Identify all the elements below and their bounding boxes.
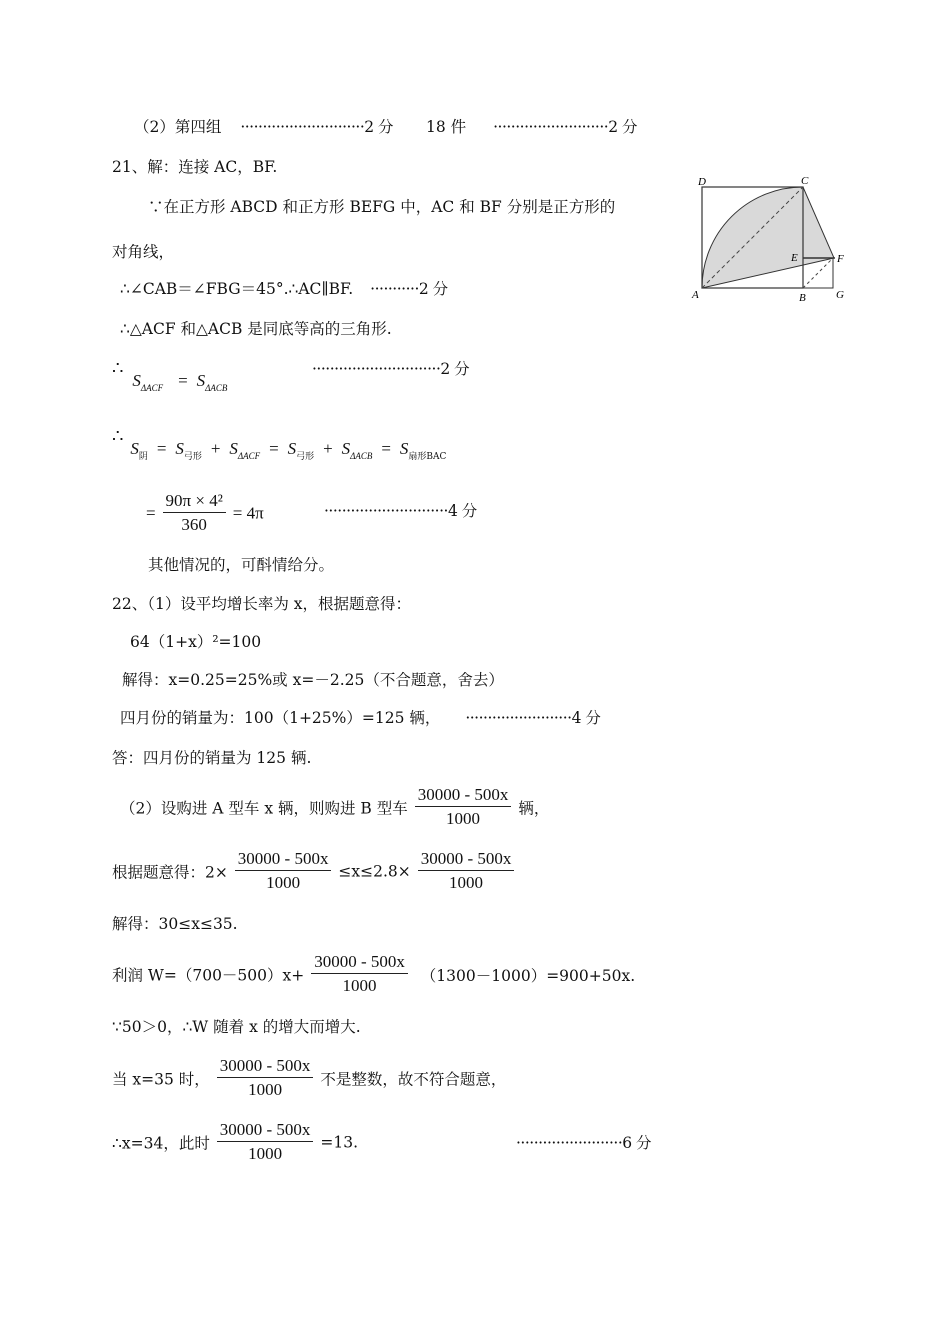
fraction-denominator: 360 xyxy=(181,515,207,534)
plus-sign: + xyxy=(323,439,333,458)
sub-acf: ΔACF xyxy=(237,451,261,461)
fraction-denominator: 1000 xyxy=(248,1144,283,1163)
q21-dots-4: ···········2 分 xyxy=(370,280,448,298)
q22-dots-april: ························4 分 xyxy=(465,709,601,727)
label-d: D xyxy=(698,176,706,188)
equals-sign: = xyxy=(178,371,188,390)
q20-part2-line xyxy=(134,117,637,137)
q21-line2: ∵在正方形 ABCD 和正方形 BEFG 中，AC 和 BF 分别是正方形的 xyxy=(148,198,616,216)
label-g: G xyxy=(836,289,844,301)
q22-dots-final: ························6 分 xyxy=(516,1134,652,1152)
q21-dots-eq1: ·····························2 分 xyxy=(312,360,470,378)
q21-line4 xyxy=(120,279,448,299)
q22-eq1: 64（1+x）²=100 xyxy=(130,633,262,651)
q21-line1: 21、解：连接 AC，BF. xyxy=(112,158,278,176)
plus-sign: + xyxy=(210,439,221,458)
q22-since: ∵50＞0，∴W 随着 x 的增大而增大. xyxy=(112,1018,361,1036)
sub-acf: ΔACF xyxy=(140,383,164,393)
equals-sign: = xyxy=(381,439,391,458)
label-e: E xyxy=(791,252,798,264)
q22-part2 xyxy=(120,784,549,831)
therefore-symbol: ∴ xyxy=(112,426,124,447)
area-symbol: S xyxy=(341,439,351,458)
area-symbol: S xyxy=(287,439,297,458)
sub-sector-bac: 扇形BAC xyxy=(408,452,447,462)
q22-when-pre: 当 x=35 时， xyxy=(112,1070,210,1089)
equals-sign: = xyxy=(146,503,156,523)
profit-fraction xyxy=(311,951,408,998)
ineq-right-fraction xyxy=(418,848,515,895)
q22-ineq-mid: ≤x≤2.8× xyxy=(338,862,411,881)
q22-april-text: 四月份的销量为：100（1+25%）=125 辆， xyxy=(120,709,441,727)
q22-solve2: 解得：30≤x≤35. xyxy=(112,915,238,933)
eq3-result: = 4π xyxy=(232,503,264,523)
q21-dots-eq3: ····························4 分 xyxy=(324,502,477,520)
q22-when xyxy=(112,1055,506,1102)
sub-gongxing: 弓形 xyxy=(296,452,315,462)
fraction-denominator: 1000 xyxy=(342,976,377,995)
q21-eq2 xyxy=(112,427,446,461)
label-b: B xyxy=(799,292,806,304)
q22-inequality xyxy=(112,848,516,895)
q22-solve: 解得：x=0.25=25%或 x=－2.25（不合题意，舍去） xyxy=(122,671,504,689)
q21-line3: 对角线， xyxy=(112,243,175,261)
label-f: F xyxy=(837,253,844,265)
area-symbol: S xyxy=(399,439,409,458)
q20-dots-2: ··························2 分 xyxy=(493,118,637,136)
ineq-left-fraction xyxy=(235,848,332,895)
q21-angle-statement: ∴∠CAB＝∠FBG＝45°.∴AC∥BF. xyxy=(120,280,354,298)
q21-note: 其他情况的，可酙情给分。 xyxy=(148,556,335,574)
sub-acb: ΔACB xyxy=(205,383,228,393)
q21-line5: ∴△ACF 和△ACB 是同底等高的三角形. xyxy=(120,320,392,338)
q22-part2-post: 辆， xyxy=(518,799,550,818)
q22-final-pre: ∴x=34，此时 xyxy=(112,1134,210,1153)
q20-part2-label: （2）第四组 xyxy=(134,118,222,136)
sub-yin: 阴 xyxy=(138,452,148,462)
fraction-denominator: 1000 xyxy=(446,809,481,828)
sub-acb: ΔACB xyxy=(350,451,373,461)
fraction-numerator: 90π × 4² xyxy=(163,490,226,513)
q22-profit-pre: 利润 W=（700－500）x+ xyxy=(112,966,305,985)
q22-final xyxy=(112,1119,358,1166)
sector-area-fraction xyxy=(163,490,226,537)
area-symbol: S xyxy=(130,439,139,458)
fraction-denominator: 1000 xyxy=(266,873,301,892)
q22-line1: 22、（1）设平均增长率为 x，根据题意得： xyxy=(112,595,412,613)
q20-count: 18 件 xyxy=(426,118,467,136)
q21-eq1 xyxy=(112,359,227,393)
q22-april xyxy=(120,708,600,728)
q22-final-post: =13. xyxy=(320,1133,359,1152)
equals-sign: = xyxy=(269,439,279,458)
label-a: A xyxy=(692,289,699,301)
q22-ineq-pre: 根据题意得：2× xyxy=(112,863,228,882)
label-c: C xyxy=(801,175,809,187)
q21-eq3 xyxy=(146,490,264,537)
fraction-denominator: 1000 xyxy=(449,873,484,892)
fraction-numerator: 30000 - 500x xyxy=(235,848,332,871)
q22-when-post: 不是整数，故不符合题意， xyxy=(320,1070,507,1089)
when-fraction xyxy=(217,1055,314,1102)
fraction-numerator: 30000 - 500x xyxy=(418,848,515,871)
q22-profit-post: （1300－1000）=900+50x. xyxy=(420,966,636,985)
q22-profit xyxy=(112,951,635,998)
final-fraction xyxy=(217,1119,314,1166)
fraction-numerator: 30000 - 500x xyxy=(415,784,512,807)
q20-dots-1: ····························2 分 xyxy=(240,118,394,136)
square-sector-figure xyxy=(690,174,855,306)
fraction-numerator: 30000 - 500x xyxy=(311,951,408,974)
area-symbol: S xyxy=(229,439,238,458)
area-symbol: S xyxy=(132,371,141,390)
fraction-numerator: 30000 - 500x xyxy=(217,1119,314,1142)
area-symbol: S xyxy=(196,371,206,390)
therefore-symbol: ∴ xyxy=(112,358,124,379)
area-symbol: S xyxy=(175,439,184,458)
sub-gongxing: 弓形 xyxy=(183,452,202,462)
q22-part2-pre: （2）设购进 A 型车 x 辆，则购进 B 型车 xyxy=(120,799,408,818)
b-cars-fraction xyxy=(415,784,512,831)
fraction-denominator: 1000 xyxy=(248,1080,283,1099)
equals-sign: = xyxy=(156,439,167,458)
q22-answer: 答：四月份的销量为 125 辆. xyxy=(112,749,312,767)
fraction-numerator: 30000 - 500x xyxy=(217,1055,314,1078)
